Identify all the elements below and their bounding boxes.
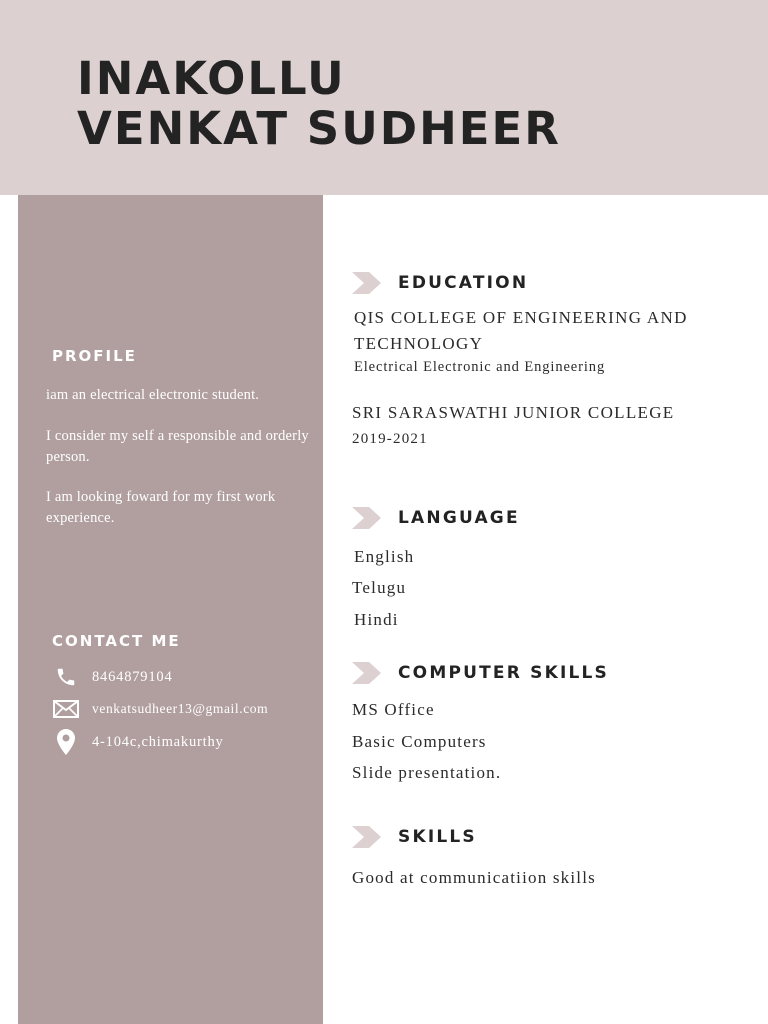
computer-skill-item: MS Office — [352, 700, 435, 719]
profile-paragraph: I am looking foward for my first work experience. — [46, 489, 276, 526]
profile-heading: PROFILE — [52, 347, 137, 365]
education-heading-label: EDUCATION — [398, 273, 529, 293]
school-years: 2019-2021 — [352, 431, 428, 447]
college-name: QIS COLLEGE OF ENGINEERING AND TECHNOLOGY — [354, 308, 688, 353]
phone-number: 8464879104 — [92, 668, 173, 685]
address-text: 4-104c,chimakurthy — [92, 733, 224, 750]
envelope-icon — [52, 697, 80, 721]
skills-heading — [352, 826, 477, 848]
skill-item: Good at communicatiion skills — [352, 868, 596, 887]
profile-paragraph: iam an electrical electronic student. — [46, 387, 260, 403]
phone-icon — [52, 665, 80, 689]
contact-heading: CONTACT ME — [52, 632, 181, 650]
computer-skills-heading-label: COMPUTER SKILLS — [398, 663, 609, 683]
computer-skill-item: Basic Computers — [352, 732, 487, 751]
education-heading — [352, 272, 528, 294]
location-pin-icon — [52, 730, 80, 754]
contact-phone — [52, 665, 173, 689]
language-item: Telugu — [352, 578, 407, 597]
computer-skill-item: Slide presentation. — [352, 763, 502, 782]
chevron-right-icon — [352, 507, 382, 529]
school-name: SRI SARASWATHI JUNIOR COLLEGE — [352, 403, 675, 422]
profile-paragraph: I consider my self a responsible and orderly person. — [46, 428, 309, 465]
language-heading — [352, 507, 520, 529]
chevron-right-icon — [352, 826, 382, 848]
language-item: Hindi — [354, 610, 399, 629]
computer-skills-heading — [352, 662, 609, 684]
chevron-right-icon — [352, 662, 382, 684]
page-title — [77, 54, 561, 154]
name-line-2: VENKAT SUDHEER — [77, 102, 561, 155]
chevron-right-icon — [352, 272, 382, 294]
contact-address — [52, 730, 224, 754]
email-address: venkatsudheer13@gmail.com — [92, 701, 269, 716]
college-department: Electrical Electronic and Engineering — [354, 359, 606, 375]
contact-email — [52, 697, 268, 721]
skills-heading-label: SKILLS — [398, 827, 477, 847]
name-line-1: INAKOLLU — [77, 52, 346, 105]
sidebar — [18, 195, 323, 1024]
language-heading-label: LANGUAGE — [398, 508, 520, 528]
language-item: English — [354, 547, 415, 566]
